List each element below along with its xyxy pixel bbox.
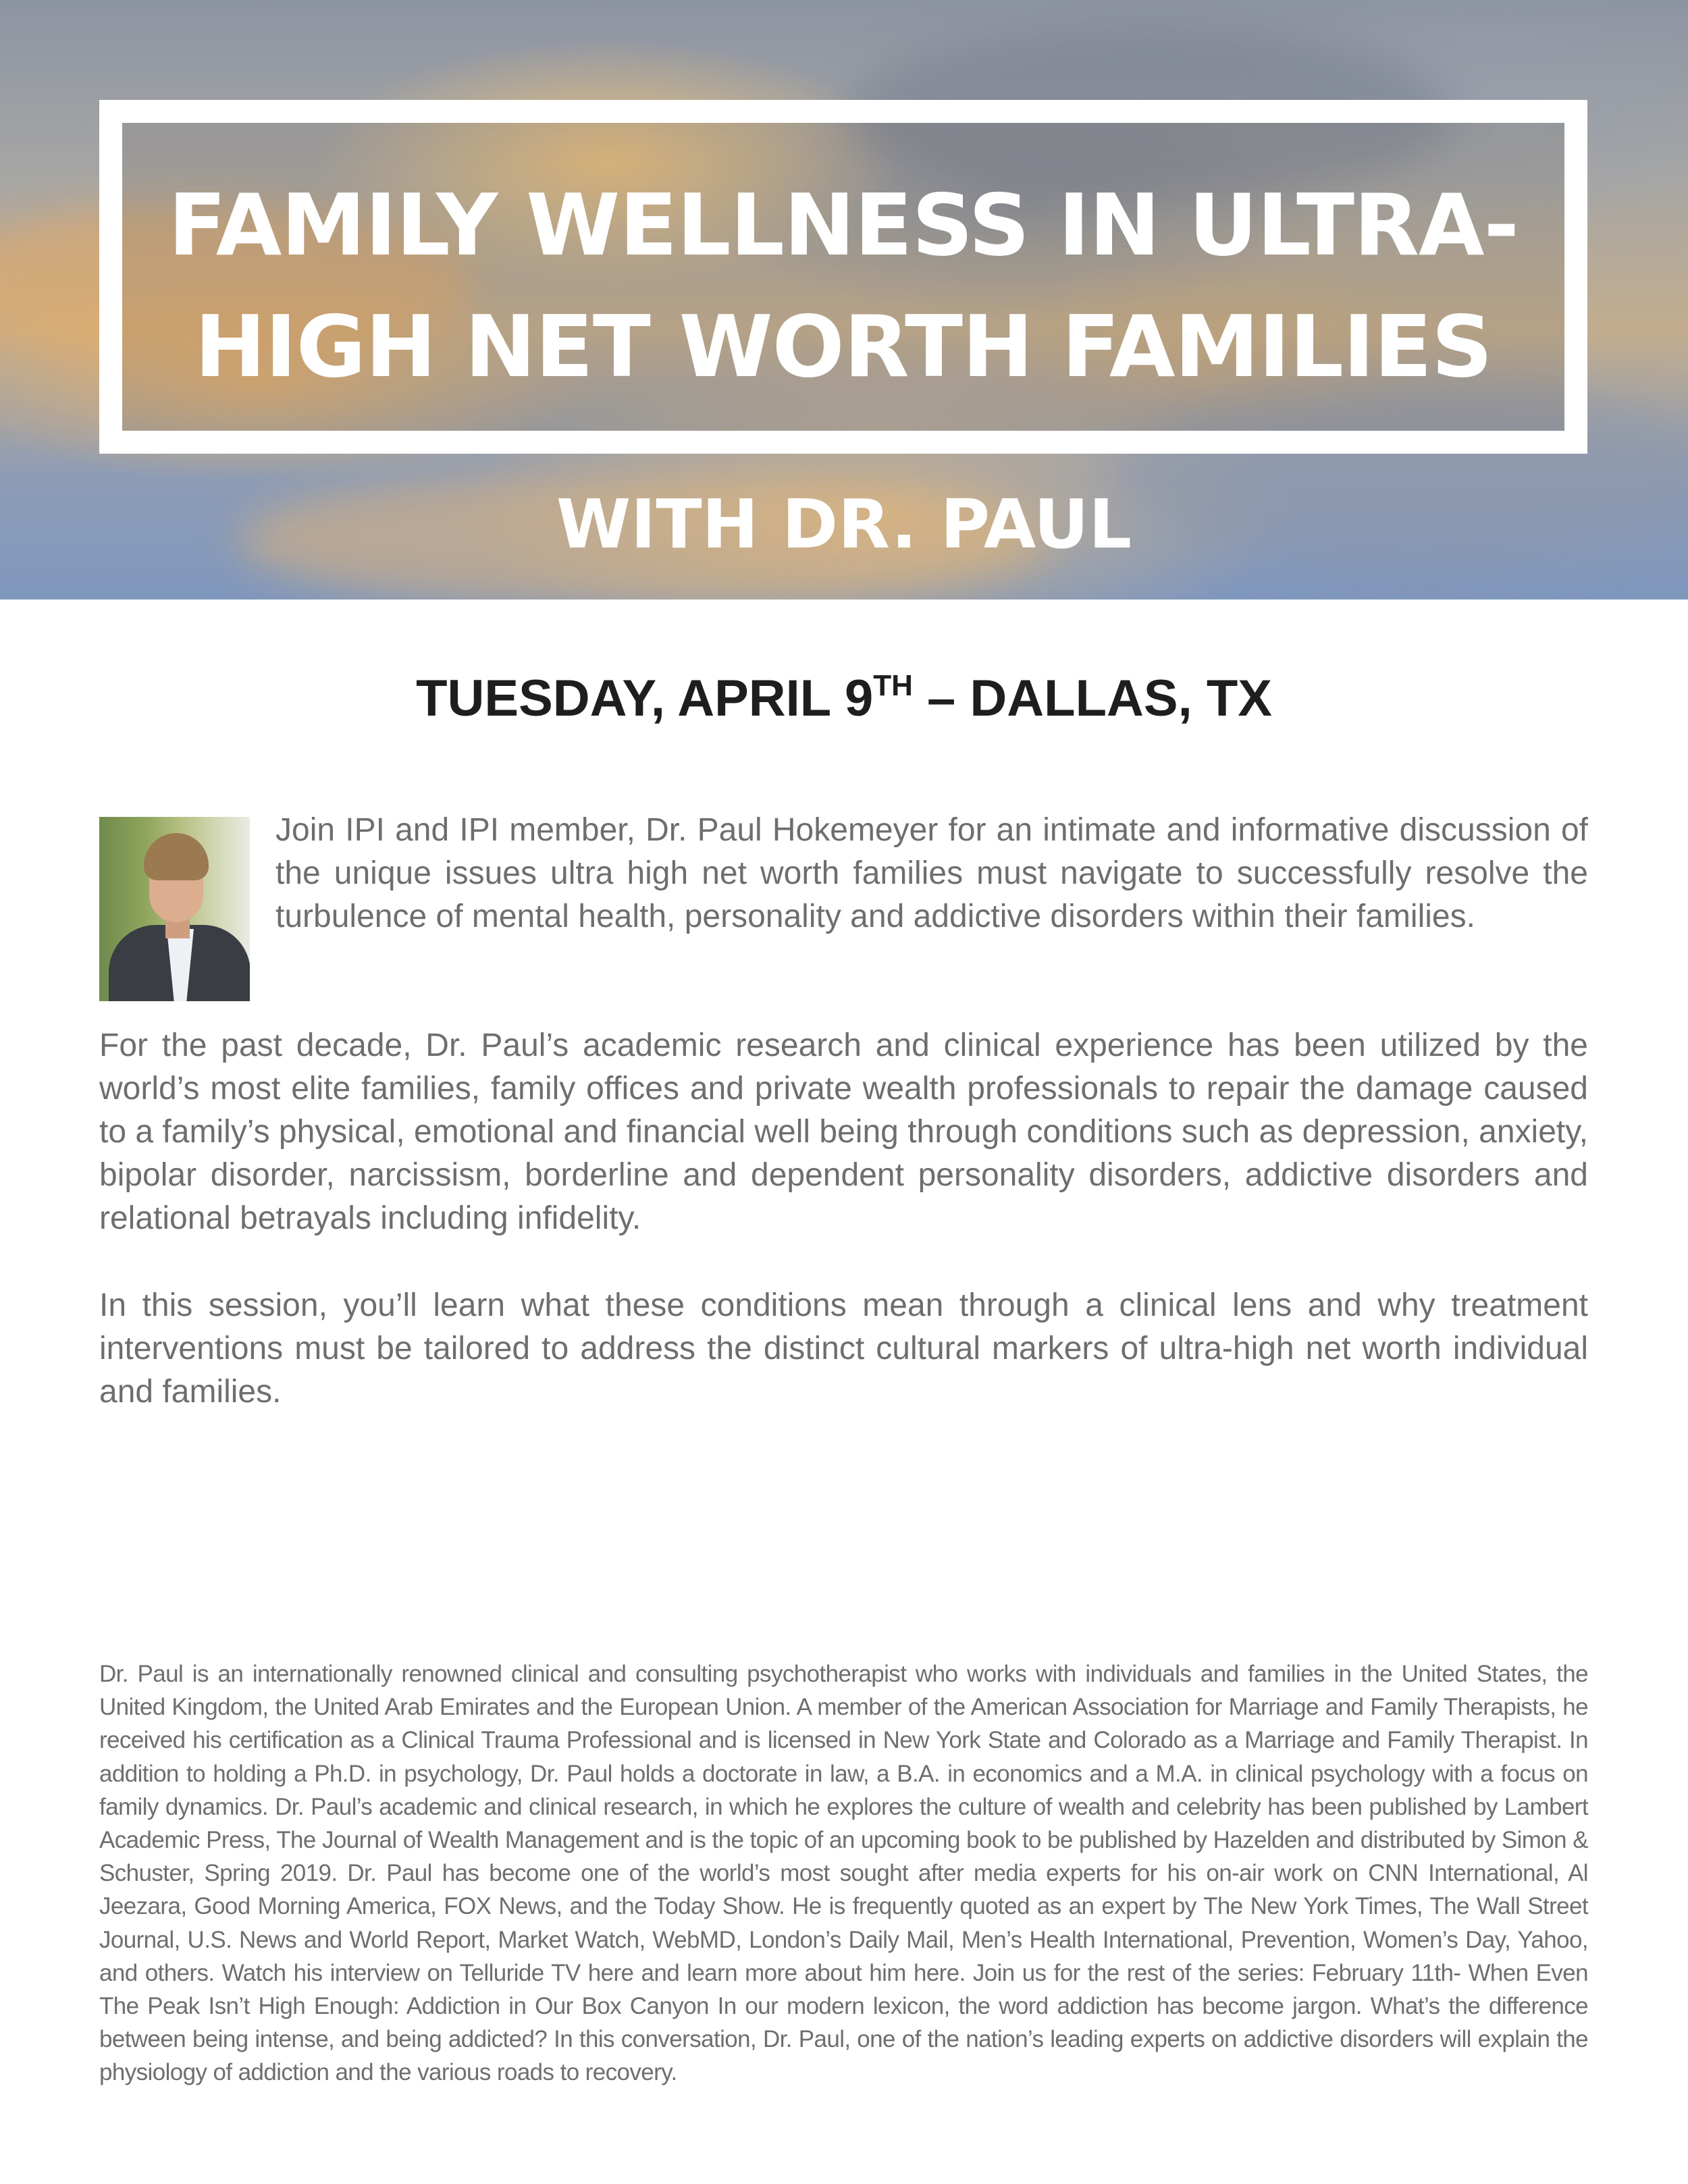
event-date-suffix: TH bbox=[873, 669, 913, 702]
title-frame bbox=[99, 100, 1587, 454]
event-location: – DALLAS, TX bbox=[912, 670, 1272, 727]
page-subtitle: WITH DR. PAUL bbox=[556, 485, 1132, 564]
portrait-hair bbox=[144, 833, 209, 880]
hero-banner bbox=[0, 0, 1688, 600]
speaker-bio: Dr. Paul is an internationally renowned clinical and consulting psychotherapist who works with individuals and families in the United States, the United Kingdom, the United Arab Emirates and the European Union. A member of the American Association for Marriage and Family Therapists, he received his certification as a Clinical Trauma Professional and is licensed in New York State and Colorado as a Marriage and Family Therapist. In addition to holding a Ph.D. in psychology, Dr. Paul holds a doctorate in law, a B.A. in economics and a M.A. in clinical psychology with a focus on family dynamics. Dr. Paul’s academic and clinical research, in which he explores the culture of wealth and celebrity has been published by Lambert Academic Press, The Journal of Wealth Management and is the topic of an upcoming book to be published by Hazelden and distributed by Simon & Schuster, Spring 2019. Dr. Paul has become one of the world’s most sought after media experts for his on-air work on CNN International, Al Jeezara, Good Morning America, FOX News, and the Today Show. He is frequently quoted as an expert by The New York Times, The Wall Street Journal, U.S. News and World Report, Market Watch, WebMD, London’s Daily Mail, Men’s Health International, Prevention, Women’s Day, Yahoo, and others. Watch his interview on Telluride TV here and learn more about him here. Join us for the rest of the series: February 11th- When Even The Peak Isn’t High Enough: Addiction in Our Box Canyon In our modern lexicon, the word addiction has become jargon. What’s the difference between being intense, and being addicted? In this conversation, Dr. Paul, one of the nation’s leading experts on addictive disorders will explain the physiology of addiction and the various roads to recovery. bbox=[99, 1661, 1588, 2086]
background-paragraph: For the past decade, Dr. Paul’s academic research and clinical experience has been utilized by the world’s most elite families, family offices and private wealth professionals to repair the damage caused to a family’s physical, emotional and financial well being through conditions such as depression, anxiety, bipolar disorder, narcissism, borderline and dependent personality disorders, addictive disorders and relational betrayals including infidelity. bbox=[99, 1028, 1588, 1236]
page-title: FAMILY WELLNESS IN ULTRA-HIGH NET WORTH FAMILIES bbox=[168, 176, 1519, 396]
event-date: TUESDAY, APRIL 9 bbox=[416, 670, 874, 727]
event-date-location bbox=[0, 665, 1688, 733]
speaker-portrait-photo bbox=[99, 817, 250, 1001]
session-paragraph: In this session, you’ll learn what these conditions mean through a clinical lens and why treatment interventions must be tailored to address the distinct cultural markers of ultra-high net worth individual and families. bbox=[99, 1287, 1588, 1410]
intro-paragraph: Join IPI and IPI member, Dr. Paul Hokemeyer for an intimate and informative discussion of the unique issues ultra high net worth families must navigate to successfully resolve the turbulence of mental health, personality and addictive disorders within their families. bbox=[275, 812, 1588, 934]
